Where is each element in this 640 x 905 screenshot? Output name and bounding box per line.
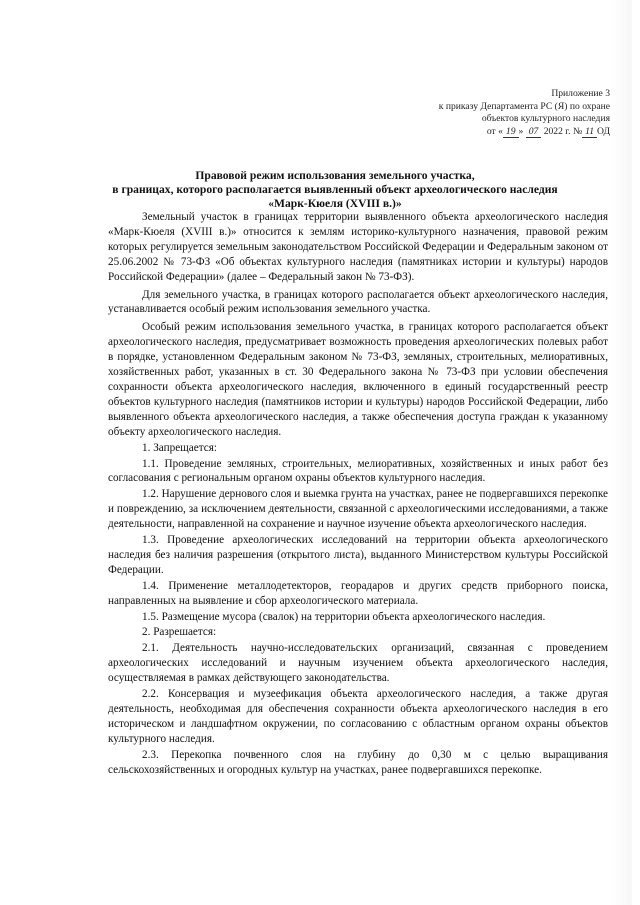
item-2-2: 2.2. Консервация и музеефикация объекта археологического наследия, а также другая деятельность, необходимая для обеспечения сохранности объекта археологического наследия в его историческом и ландшафтном окружении, по согласованию с областным органом охраны объектов культурного наследия. xyxy=(108,688,608,745)
paragraph-regime-details: Особый режим использования земельного участка, в границах которого располагается объект археологического наследия, предусматривает возможность проведения археологических полевых работ в порядке, установленном Федеральным законом № 73-ФЗ, земляных, строительных, мелиоративных, хозяйственных работ, указанных в ст. 30 Федерального закона № 73-ФЗ при условии обеспечения сохранности объекта археологического наследия, включенного в единый государственный реестр объектов культурного наследия (памятников истории и культуры) народов Российской Федерации, либо выявленного объекта археологического наследия, а также обеспечения доступа граждан к указанному объекту археологического наследия. xyxy=(108,321,608,438)
title-line-3: «Марк-Кюеля (XVIII в.)» xyxy=(268,197,402,210)
item-2-3: 2.3. Перекопка почвенного слоя на глубину до 0,30 м с целью выращивания сельскохозяйственных и огородных культур на участках, ранее подвергавшихся перекопке. xyxy=(108,748,608,776)
order-suffix: ОД xyxy=(597,125,610,137)
order-number: 11 xyxy=(582,126,597,138)
document-body xyxy=(108,210,608,778)
date-day: 19 xyxy=(503,126,519,138)
annex-number: Приложение 3 xyxy=(551,88,610,99)
paragraph-intro: Земельный участок в границах территории выявленного объекта археологического наследия «Марк-Кюеля (XVIII в.)» относится к землям историко-культурного назначения, правовой режим которых регулируется земельным законодательством Российской Федерации и Федеральным законом от 25.06.2002 № 73-ФЗ «Об объектах культурного наследия (памятниках истории и культуры) народов Российской Федерации» (далее – Федеральный закон № 73-ФЗ). xyxy=(108,211,608,283)
item-1-2: 1.2. Нарушение дернового слоя и выемка грунта на участках, ранее не подвергавшихся перекопке и повреждению, за исключением деятельности, связанной с археологическими исследованиями, а также деятельности, направленной на сохранение и научное изучение объекта археологического наследия. xyxy=(108,488,608,531)
date-prefix: от « xyxy=(486,125,503,137)
scan-edge-shadow xyxy=(610,0,632,905)
paragraph-special-regime: Для земельного участка, в границах которого располагается объект археологического наследия, устанавливается особый режим использования земельного участка. xyxy=(108,288,608,316)
item-2-1: 2.1. Деятельность научно-исследовательских организаций, связанная с проведением археологических исследований и научным изучением объекта археологического наследия, осуществляемая в рамках действующего законодательства. xyxy=(108,642,608,685)
document-title xyxy=(100,169,570,211)
item-1-5: 1.5. Размещение мусора (свалок) на территории объекта археологического наследия. xyxy=(142,610,546,623)
annex-header xyxy=(439,88,610,138)
heading-permitted: 2. Разрешается: xyxy=(142,626,217,639)
item-1-4: 1.4. Применение металлодетекторов, георадаров и других средств приборного поиска, направленных на выявление и сбор археологического материала. xyxy=(108,579,608,607)
annex-order-line: к приказу Департамента РС (Я) по охране xyxy=(438,100,610,112)
annex-date-line xyxy=(439,126,610,139)
heading-prohibited: 1. Запрещается: xyxy=(142,441,217,454)
date-month: 07 xyxy=(526,126,542,138)
date-mid: » xyxy=(518,125,526,137)
item-1-1: 1.1. Проведение земляных, строительных, мелиоративных, хозяйственных и иных работ без согласования с региональным органом охраны объектов культурного наследия. xyxy=(108,457,608,485)
title-line-1: Правовой режим использования земельного участка, xyxy=(195,169,475,182)
title-line-2: в границах, которого располагается выявленный объект археологического наследия xyxy=(112,183,558,196)
item-1-3: 1.3. Проведение археологических исследований на территории объекта археологического наследия без наличия разрешения (открытого листа), выданного Министерством культуры Российской Федерации. xyxy=(108,534,608,576)
annex-department-line: объектов культурного наследия xyxy=(481,113,610,124)
date-year: 2022 г. № xyxy=(541,125,583,137)
